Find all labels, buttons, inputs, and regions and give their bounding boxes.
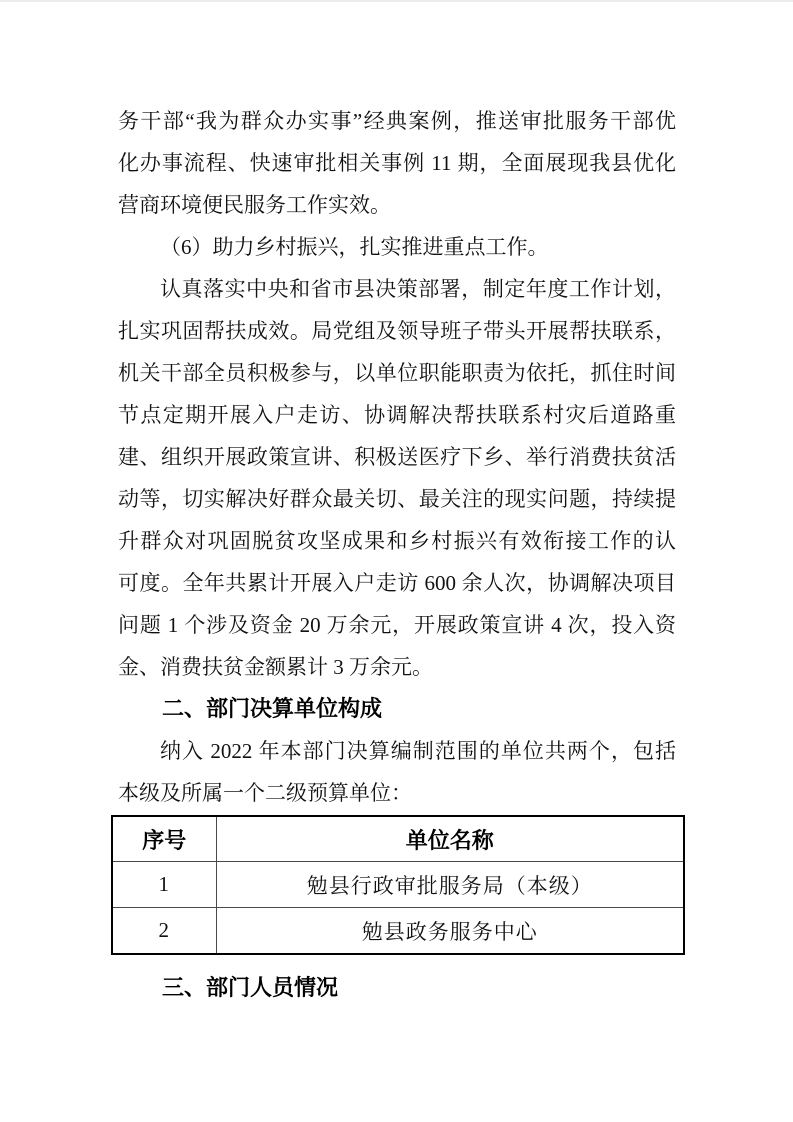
body-line-subitem-6: （6）助力乡村振兴，扎实推进重点工作。 <box>160 235 549 259</box>
body-line: 化办事流程、快速审批相关事例 11 期，全面展现我县优化 <box>118 151 676 175</box>
body-line: 扎实巩固帮扶成效。局党组及领导班子带头开展帮扶联系， <box>118 319 676 343</box>
table-cell-index: 1 <box>112 862 216 908</box>
body-line: 本级及所属一个二级预算单位： <box>118 781 412 805</box>
table-header-row <box>112 816 684 862</box>
body-line: 问题 1 个涉及资金 20 万余元，开展政策宣讲 4 次，投入资 <box>118 613 676 637</box>
body-line: 机关干部全员积极参与，以单位职能职责为依托，抓住时间 <box>118 361 676 385</box>
table-header-index: 序号 <box>112 816 216 862</box>
table-row <box>112 862 684 908</box>
table-header-unit-name: 单位名称 <box>216 816 684 862</box>
body-line: 营商环境便民服务工作实效。 <box>118 193 391 217</box>
table-cell-unit-name: 勉县政务服务中心 <box>216 908 684 955</box>
body-line: 升群众对巩固脱贫攻坚成果和乡村振兴有效衔接工作的认 <box>118 529 676 553</box>
body-line: 纳入 2022 年本部门决算编制范围的单位共两个，包括 <box>160 739 676 763</box>
table-cell-unit-name: 勉县行政审批服务局（本级） <box>216 862 684 908</box>
body-line: 务干部“我为群众办实事”经典案例，推送审批服务干部优 <box>118 109 676 133</box>
body-line: 认真落实中央和省市县决策部署，制定年度工作计划， <box>160 277 676 301</box>
body-line: 建、组织开展政策宣讲、积极送医疗下乡、举行消费扶贫活 <box>118 445 676 469</box>
body-line: 可度。全年共累计开展入户走访 600 余人次，协调解决项目 <box>118 571 676 595</box>
body-line: 节点定期开展入户走访、协调解决帮扶联系村灾后道路重 <box>118 403 676 427</box>
table-cell-index: 2 <box>112 908 216 955</box>
table-row <box>112 908 684 955</box>
body-line: 动等，切实解决好群众最关切、最关注的现实问题，持续提 <box>118 487 676 511</box>
body-line: 金、消费扶贫金额累计 3 万余元。 <box>118 655 433 679</box>
unit-table <box>111 815 685 955</box>
section-heading-personnel: 三、部门人员情况 <box>162 975 339 1000</box>
document-body <box>0 2 793 1009</box>
section-heading-unit-composition: 二、部门决算单位构成 <box>162 696 383 721</box>
